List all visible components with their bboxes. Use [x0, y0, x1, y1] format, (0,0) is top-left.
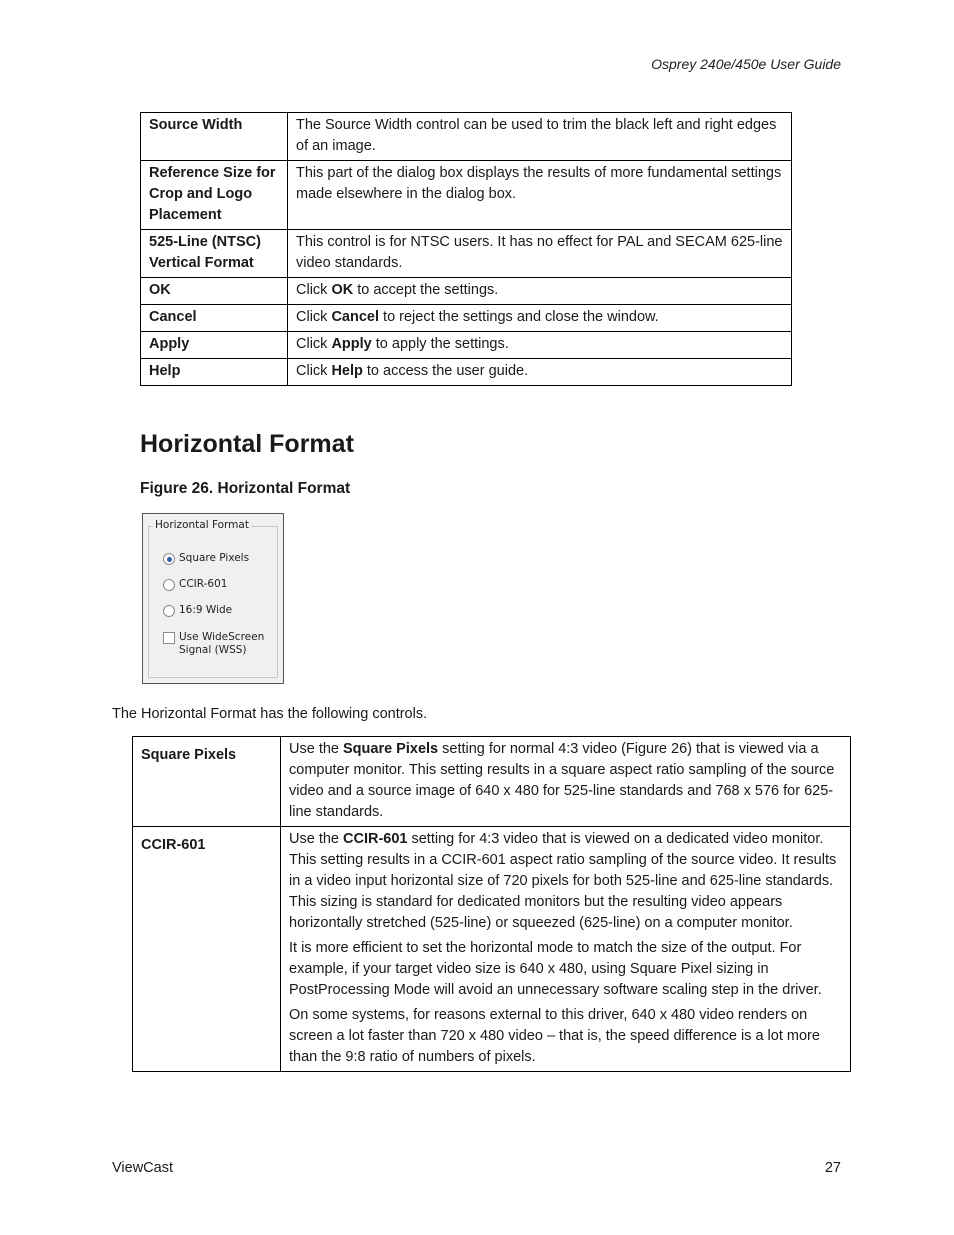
checkbox-label-line-2: Signal (WSS): [179, 644, 247, 656]
intro-paragraph: The Horizontal Format has the following controls.: [112, 706, 428, 722]
description-cell: [288, 161, 792, 230]
description-cell: [288, 332, 792, 359]
checkbox-label: [179, 631, 264, 657]
table-row: [141, 359, 792, 386]
text-run: This control is for NTSC users. It has no effect for PAL and SECAM 625-line video standards.: [296, 234, 783, 271]
page-number: 27: [824, 1160, 841, 1176]
table-row: [141, 161, 792, 230]
section-heading: Horizontal Format: [140, 430, 354, 458]
text-run: It is more efficient to set the horizontal mode to match the size of the output. For example, if your target video size is 640 x 480, using Square Pixel sizing in PostProcessing Mode will avoid an unnecessary software scaling step in the driver.: [289, 940, 822, 998]
text-run: to accept the settings.: [353, 282, 499, 298]
term-cell: Apply: [141, 332, 288, 359]
table-row: [141, 230, 792, 278]
radio-label: Square Pixels: [179, 552, 250, 564]
horizontal-format-figure: [142, 513, 284, 684]
text-run: setting for normal 4:3 video (Figure 26) that is viewed via a computer monitor. This setting results in a square aspect ratio sampling of the source video and a source image of 640 x 480 for 525-line standards and 768 x 576 for 625-line standards.: [289, 741, 835, 820]
text-run: Click: [296, 336, 332, 352]
radio-selected-icon: [163, 553, 175, 565]
text-run: Click: [296, 363, 332, 379]
description-cell: [281, 827, 851, 1072]
term-cell: Cancel: [141, 305, 288, 332]
radio-label: CCIR-601: [179, 578, 228, 590]
text-run: Click: [296, 309, 332, 325]
term-cell: Square Pixels: [133, 737, 281, 827]
footer-company: ViewCast: [112, 1160, 173, 1176]
running-header: Osprey 240e/450e User Guide: [651, 56, 841, 72]
groupbox-title: Horizontal Format: [155, 519, 249, 531]
description-cell: [288, 230, 792, 278]
text-run: Use the: [289, 741, 343, 757]
text-run: Use the: [289, 831, 343, 847]
description-cell: [288, 359, 792, 386]
table-row: [133, 737, 851, 827]
checkbox-unchecked-icon: [163, 632, 175, 644]
term-cell: Help: [141, 359, 288, 386]
settings-table: [140, 112, 792, 386]
description-paragraph: [289, 1005, 842, 1068]
term-cell: Reference Size for Crop and Logo Placement: [141, 161, 288, 230]
bold-text: OK: [331, 282, 354, 298]
checkbox-label-line-1: Use WideScreen: [179, 631, 265, 643]
description-paragraph: [289, 829, 842, 934]
table-row: [141, 278, 792, 305]
description-paragraph: [289, 938, 842, 1001]
description-paragraph: [289, 739, 842, 823]
text-run: This part of the dialog box displays the results of more fundamental settings made elsewhere in the dialog box.: [296, 165, 782, 202]
table-row: [141, 332, 792, 359]
table-row: [141, 305, 792, 332]
horizontal-format-controls-table: [132, 736, 851, 1072]
bold-text: Cancel: [331, 309, 380, 325]
text-run: to access the user guide.: [362, 363, 529, 379]
radio-unselected-icon: [163, 605, 175, 617]
radio-label: 16:9 Wide: [179, 604, 233, 616]
ccir-601-radio[interactable]: [163, 578, 227, 591]
term-cell: OK: [141, 278, 288, 305]
text-run: Click: [296, 282, 332, 298]
bold-text: Apply: [331, 336, 372, 352]
term-cell: CCIR-601: [133, 827, 281, 1072]
text-run: The Source Width control can be used to trim the black left and right edges of an image.: [296, 117, 777, 154]
description-cell: [281, 737, 851, 827]
bold-text: Square Pixels: [343, 741, 439, 757]
text-run: On some systems, for reasons external to this driver, 640 x 480 video renders on screen a lot faster than 720 x 480 video – that is, the speed difference is a lot more than the 9:8 ratio of numbers of pixels.: [289, 1007, 820, 1065]
text-run: to apply the settings.: [371, 336, 509, 352]
description-cell: [288, 278, 792, 305]
figure-caption: Figure 26. Horizontal Format: [140, 480, 351, 497]
table-row: [133, 827, 851, 1072]
description-cell: [288, 305, 792, 332]
text-run: to reject the settings and close the window.: [379, 309, 659, 325]
table-row: [141, 113, 792, 161]
term-cell: 525-Line (NTSC) Vertical Format: [141, 230, 288, 278]
widescreen-signal-checkbox[interactable]: [163, 631, 264, 657]
bold-text: Help: [331, 363, 363, 379]
wide-16-9-radio[interactable]: [163, 604, 232, 617]
description-cell: [288, 113, 792, 161]
radio-unselected-icon: [163, 579, 175, 591]
term-cell: Source Width: [141, 113, 288, 161]
bold-text: CCIR-601: [343, 831, 408, 847]
square-pixels-radio[interactable]: [163, 552, 249, 565]
text-run: setting for 4:3 video that is viewed on a dedicated video monitor. This setting results in a CCIR-601 aspect ratio sampling of the source video. It results in a video input horizontal size of 720 pixels for both 525-line and 625-line standards. This sizing is standard for dedicated monitors but the resulting video appears horizontally stretched (525-line) or squeezed (625-line) on a computer monitor.: [289, 831, 837, 931]
